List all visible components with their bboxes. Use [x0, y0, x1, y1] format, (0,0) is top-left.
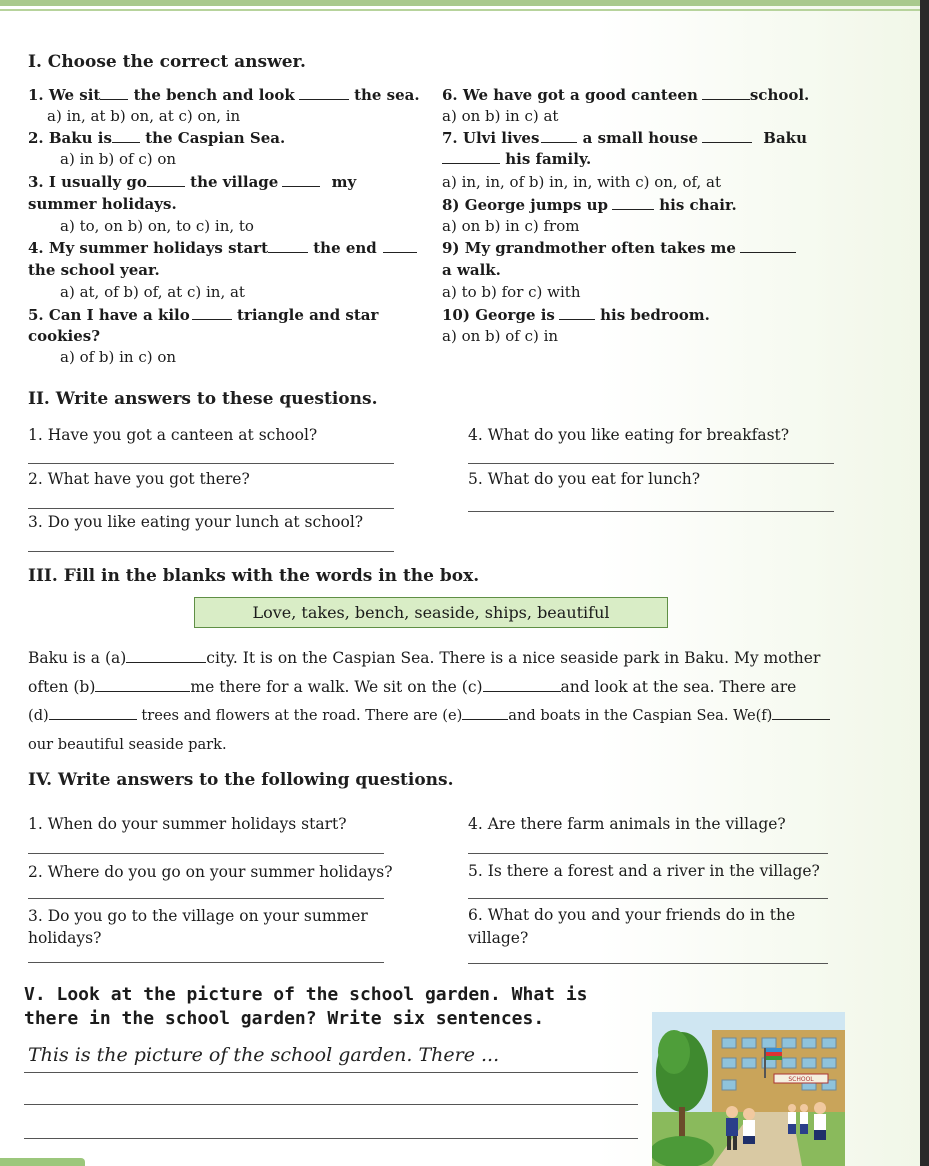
q6-options: a) on b) in c) at [442, 107, 559, 125]
q6-line [442, 86, 809, 104]
top-border-thin [0, 9, 920, 11]
q4-line2: the school year. [28, 261, 160, 279]
s4-q3-cont: holidays? [28, 929, 102, 947]
q7-line2 [442, 150, 591, 168]
blank-e[interactable] [462, 707, 508, 720]
q3-mid: the village [190, 173, 279, 191]
blank-b-label: often (b) [28, 678, 96, 696]
q3-text: 3. I usually go [28, 173, 147, 191]
q9-line [442, 239, 796, 257]
s4-q3: 3. Do you go to the village on your summer [28, 907, 368, 925]
s5-answer-line-3[interactable] [24, 1138, 638, 1139]
s2-answer-line-3[interactable] [28, 551, 394, 552]
para-text-1: city. It is on the Caspian Sea. There is a nice seaside park in Baku. My mother [206, 649, 821, 667]
blank-d[interactable] [49, 707, 137, 720]
s4-answer-line-2[interactable] [28, 898, 384, 899]
q9-line2: a walk. [442, 261, 501, 279]
q1-mid: the bench and look [133, 86, 295, 104]
q9-text: 9) My grandmother often takes me [442, 239, 736, 257]
q5-end: triangle and star [236, 306, 379, 324]
q3-line2: summer holidays. [28, 195, 177, 213]
s5-answer-line-1[interactable] [24, 1072, 638, 1073]
section-5-title-2: there in the school garden? Write six sentences. [24, 1008, 545, 1029]
paragraph-line-4: our beautiful seaside park. [28, 736, 227, 753]
s2-answer-line-1[interactable] [28, 463, 394, 464]
para-text-3: and look at the sea. There are [560, 678, 797, 696]
s2-answer-line-5[interactable] [468, 511, 834, 512]
q10-end: his bedroom. [600, 306, 710, 324]
q7-mid: a small house [582, 129, 699, 147]
word-box: Love, takes, bench, seaside, ships, beautiful [194, 597, 668, 628]
blank-a[interactable] [126, 650, 206, 663]
q5-line2: cookies? [28, 327, 101, 345]
q1-line [28, 86, 420, 104]
q4-line [28, 239, 417, 257]
paragraph-line-2 [28, 678, 848, 696]
q10-line [442, 306, 710, 324]
q3-line [28, 173, 356, 191]
s5-answer-line-2[interactable] [24, 1104, 638, 1105]
s4-answer-line-6[interactable] [468, 963, 828, 964]
section-2-title: II. Write answers to these questions. [28, 389, 378, 409]
s2-q3: 3. Do you like eating your lunch at school? [28, 513, 364, 531]
school-illustration [652, 1012, 845, 1166]
q7-end: Baku [763, 129, 807, 147]
para-text-4: trees and flowers at the road. There are (e) [141, 707, 463, 724]
q1-options: a) in, at b) on, at c) on, in [47, 107, 241, 125]
blank-c[interactable] [483, 679, 561, 692]
para-text-5: and boats in the Caspian Sea. We(f) [508, 707, 773, 724]
paragraph-line-3 [28, 707, 848, 724]
q7-text: 7. Ulvi lives [442, 129, 540, 147]
q6-end: school. [749, 86, 810, 104]
s4-q6: 6. What do you and your friends do in the [468, 906, 796, 924]
s2-q1: 1. Have you got a canteen at school? [28, 426, 318, 444]
section-1-title: I. Choose the correct answer. [28, 52, 306, 72]
blank-b[interactable] [95, 679, 190, 692]
q8-line [442, 196, 737, 214]
q4-text: 4. My summer holidays start [28, 239, 269, 257]
q7-options: a) in, in, of b) in, in, with c) on, of, at [442, 173, 722, 191]
q2-options: a) in b) of c) on [60, 150, 177, 168]
s4-q2: 2. Where do you go on your summer holidays? [28, 863, 393, 881]
section-3-title: III. Fill in the blanks with the words in the box. [28, 566, 480, 586]
q8-text: 8) George jumps up [442, 196, 609, 214]
q2-text: 2. Baku is [28, 129, 112, 147]
blank-f[interactable] [772, 707, 830, 720]
blank-a-label: Baku is a (a) [28, 649, 127, 667]
s4-answer-line-3[interactable] [28, 962, 384, 963]
bottom-accent-bar [0, 1158, 85, 1166]
q3-end: my [331, 173, 357, 191]
q5-options: a) of b) in c) on [60, 348, 177, 366]
s4-q5: 5. Is there a forest and a river in the village? [468, 862, 820, 880]
s4-answer-line-5[interactable] [468, 898, 828, 899]
q8-options: a) on b) in c) from [442, 217, 580, 235]
school-sign: SCHOOL [788, 1076, 814, 1083]
q1-text: 1. We sit [28, 86, 101, 104]
q5-text: 5. Can I have a kilo [28, 306, 190, 324]
s4-answer-line-1[interactable] [28, 853, 384, 854]
q2-line [28, 129, 285, 147]
s4-answer-line-4[interactable] [468, 853, 828, 854]
s4-q1: 1. When do your summer holidays start? [28, 815, 347, 833]
s2-answer-line-4[interactable] [468, 463, 834, 464]
para-text-2: me there for a walk. We sit on the (c) [190, 678, 483, 696]
s4-q6-cont: village? [468, 929, 529, 947]
s2-q5: 5. What do you eat for lunch? [468, 470, 701, 488]
q5-line [28, 306, 378, 324]
q2-end: the Caspian Sea. [145, 129, 286, 147]
q9-options: a) to b) for c) with [442, 283, 581, 301]
q3-options: a) to, on b) on, to c) in, to [60, 217, 254, 235]
q10-text: 10) George is [442, 306, 555, 324]
section-5-title-1: V. Look at the picture of the school garden. What is [24, 984, 588, 1005]
section-4-title: IV. Write answers to the following questions. [28, 770, 454, 790]
q4-options: a) at, of b) of, at c) in, at [60, 283, 245, 301]
paragraph-line-1 [28, 649, 848, 667]
q1-end: the sea. [354, 86, 420, 104]
s4-q4: 4. Are there farm animals in the village? [468, 815, 786, 833]
s2-q4: 4. What do you like eating for breakfast? [468, 426, 790, 444]
top-border [0, 0, 920, 6]
q7-tail: his family. [505, 150, 592, 168]
s2-q2: 2. What have you got there? [28, 470, 250, 488]
q6-text: 6. We have got a good canteen [442, 86, 698, 104]
right-edge-bar [920, 0, 929, 1166]
q10-options: a) on b) of c) in [442, 327, 559, 345]
handwritten-answer: This is the picture of the school garden. There ... [28, 1044, 500, 1066]
s2-answer-line-2[interactable] [28, 508, 394, 509]
q7-line [442, 129, 807, 147]
q4-mid: the end [313, 239, 377, 257]
blank-d-label: (d) [28, 707, 49, 724]
school-garden-picture [652, 1012, 845, 1166]
q8-end: his chair. [659, 196, 737, 214]
